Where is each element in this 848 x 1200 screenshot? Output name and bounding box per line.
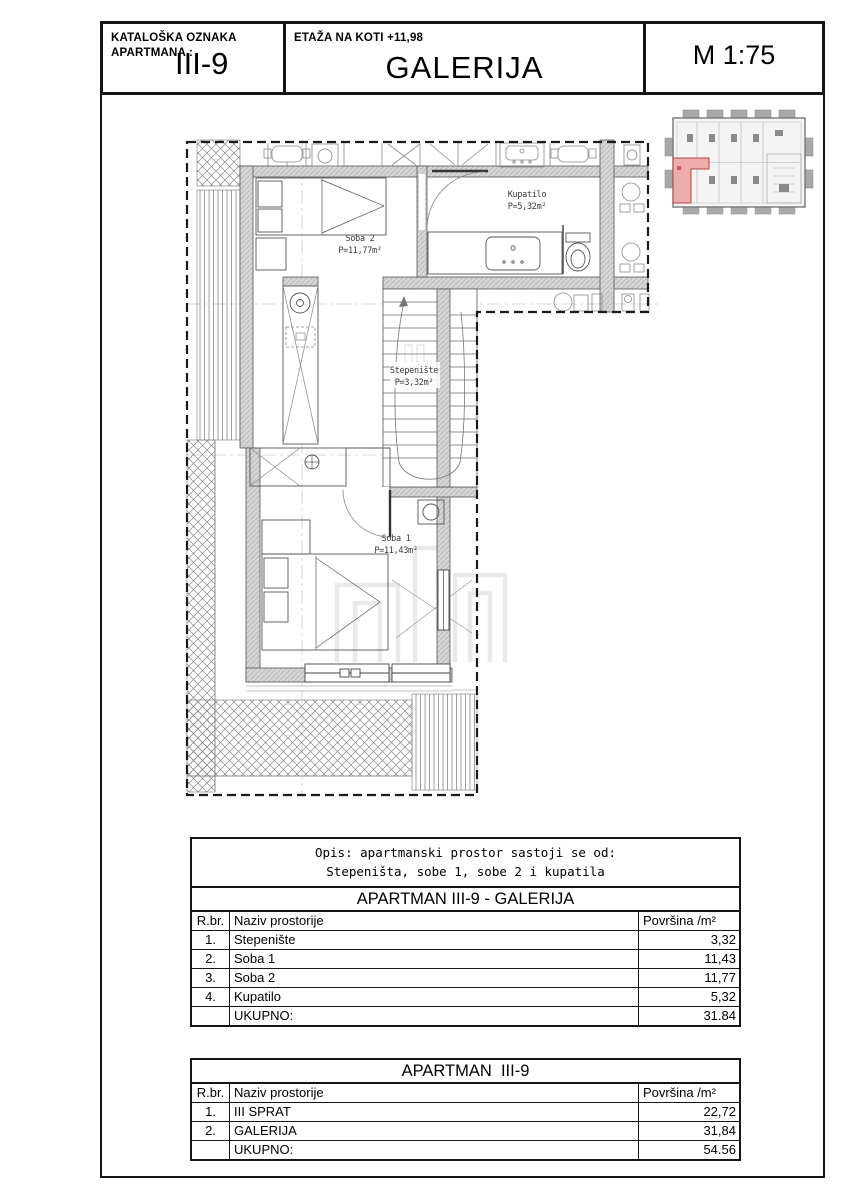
table-title: APARTMAN III-9 - GALERIJA bbox=[192, 888, 739, 912]
row-num: 1. bbox=[192, 931, 230, 949]
bathroom-door bbox=[419, 171, 488, 230]
table-row bbox=[192, 950, 739, 969]
row-area: 11,43 bbox=[704, 950, 736, 966]
room-area-soba1: P=11,43m² bbox=[374, 546, 418, 556]
catalog-label-line2: APARTMANA : bbox=[111, 46, 194, 59]
catalog-label-line1: KATALOŠKA OZNAKA bbox=[111, 32, 237, 44]
table-total-row bbox=[192, 1007, 739, 1025]
description-line1: Opis: apartmanski prostor sastoji se od: bbox=[314, 845, 617, 860]
row-name: Stepenište bbox=[230, 931, 639, 949]
room-area-kupatilo: P=5,32m² bbox=[507, 202, 547, 212]
row-area: 3,32 bbox=[710, 931, 736, 947]
col-header-rbr: R.br. bbox=[192, 912, 230, 930]
bedroom1-furniture bbox=[250, 448, 390, 650]
col-header-povrsina: Površina /m² bbox=[643, 912, 716, 928]
row-name: Soba 1 bbox=[230, 950, 639, 968]
row-num: 2. bbox=[192, 1122, 230, 1140]
apartment-code: III-9 bbox=[175, 46, 229, 81]
description-line2: Stepeništa, sobe 1, sobe 2 i kupatila bbox=[326, 863, 605, 879]
room-label-kupatilo: Kupatilo bbox=[507, 190, 547, 200]
row-area: 31,84 bbox=[703, 1123, 736, 1138]
upper-band-fixtures bbox=[264, 143, 640, 167]
scale-value: M 1:75 bbox=[692, 40, 776, 70]
row-num: 1. bbox=[192, 1103, 230, 1121]
total-empty-cell bbox=[192, 1007, 230, 1025]
col-header-rbr: R.br. bbox=[192, 1084, 230, 1102]
col-header-povrsina: Površina /m² bbox=[643, 1085, 716, 1100]
row-num: 2. bbox=[192, 950, 230, 968]
col-header-naziv: Naziv prostorije bbox=[230, 912, 639, 930]
table-row bbox=[192, 931, 739, 950]
level-label: ETAŽA NA KOTI +11,98 bbox=[294, 32, 424, 44]
table-row bbox=[192, 988, 739, 1007]
row-num: 4. bbox=[192, 988, 230, 1006]
catalog-box bbox=[100, 21, 286, 95]
table-header-row bbox=[192, 912, 739, 931]
table-row bbox=[192, 1103, 739, 1122]
table-row bbox=[192, 969, 739, 988]
level-name: GALERIJA bbox=[385, 50, 544, 85]
row-area: 22,72 bbox=[703, 1104, 736, 1119]
table-total-row bbox=[192, 1141, 739, 1159]
total-label: UKUPNO: bbox=[230, 1141, 639, 1159]
row-name: III SPRAT bbox=[230, 1103, 639, 1121]
level-box bbox=[283, 21, 646, 95]
closet-boiler bbox=[283, 286, 318, 444]
area-table-apartment bbox=[190, 1058, 741, 1161]
table-header-row bbox=[192, 1084, 739, 1103]
row-num: 3. bbox=[192, 969, 230, 987]
row-name: Soba 2 bbox=[230, 969, 639, 987]
row-name: Kupatilo bbox=[230, 988, 639, 1006]
row-area: 5,32 bbox=[710, 988, 736, 1004]
watermark-logo bbox=[337, 548, 505, 662]
hall-fixtures bbox=[392, 500, 472, 638]
area-table-galerija bbox=[190, 837, 741, 1027]
locator-map bbox=[663, 106, 815, 220]
room1-door bbox=[341, 487, 390, 537]
row-name: GALERIJA bbox=[230, 1122, 639, 1140]
total-value: 31.84 bbox=[703, 1007, 736, 1023]
total-label: UKUPNO: bbox=[230, 1007, 639, 1025]
description-box bbox=[192, 839, 739, 888]
room-label-stepeniste: Stepenište bbox=[389, 366, 439, 376]
room-area-soba2: P=11,77m² bbox=[338, 246, 382, 256]
room-label-soba2: Soba 2 bbox=[345, 234, 375, 244]
row-area: 11,77 bbox=[704, 969, 736, 985]
floor-plan bbox=[183, 128, 665, 812]
room-area-stepeniste: P=3,32m² bbox=[394, 378, 434, 388]
table-row bbox=[192, 1122, 739, 1141]
room-label-soba1: Soba 1 bbox=[381, 534, 411, 544]
total-value: 54.56 bbox=[703, 1142, 736, 1157]
bathroom-fixtures bbox=[428, 225, 590, 274]
locator-building bbox=[665, 110, 813, 214]
table-title: APARTMAN III-9 bbox=[192, 1060, 739, 1084]
scale-box bbox=[643, 21, 825, 95]
bedroom2-furniture bbox=[256, 178, 386, 270]
col-header-naziv: Naziv prostorije bbox=[230, 1084, 639, 1102]
total-empty-cell bbox=[192, 1141, 230, 1159]
